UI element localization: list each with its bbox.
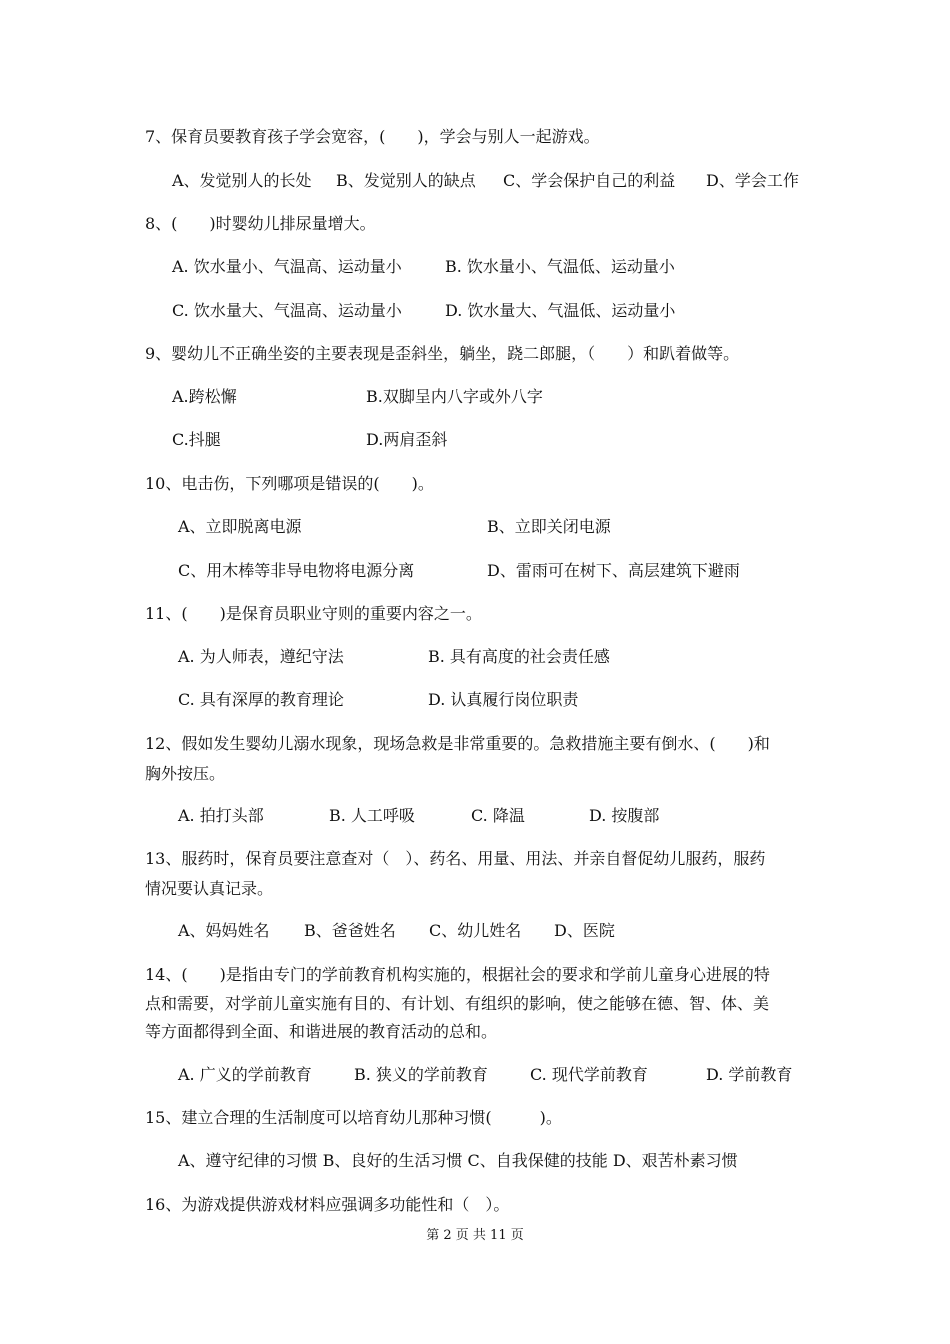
question-7-option-b: B、发觉别人的缺点	[336, 171, 476, 190]
question-9-option-a: A.跨松懈	[172, 387, 237, 406]
question-12-option-d: D. 按腹部	[589, 806, 660, 825]
question-9-option-c: C.抖腿	[172, 430, 221, 449]
question-13-stem-line-1: 13、服药时，保育员要注意查对（ ）、药名、用量、用法、并亲自督促幼儿服药，服药	[145, 849, 766, 868]
question-12-stem-line-2: 胸外按压。	[145, 764, 226, 783]
question-13-option-c: C、幼儿姓名	[429, 921, 522, 940]
question-8-option-a: A. 饮水量小、气温高、运动量小	[172, 257, 402, 276]
question-12-option-b: B. 人工呼吸	[329, 806, 415, 825]
question-7-stem: 7、保育员要教育孩子学会宽容，( )，学会与别人一起游戏。	[145, 127, 600, 146]
question-14-option-c: C. 现代学前教育	[530, 1065, 648, 1084]
question-9-stem: 9、婴幼儿不正确坐姿的主要表现是歪斜坐，躺坐，跷二郎腿，（ ）和趴着做等。	[145, 344, 740, 363]
question-10-option-d: D、雷雨可在树下、高层建筑下避雨	[487, 561, 740, 580]
question-10-option-c: C、用木棒等非导电物将电源分离	[178, 561, 415, 580]
question-10-stem: 10、电击伤，下列哪项是错误的( )。	[145, 474, 434, 493]
question-8-option-c: C. 饮水量大、气温高、运动量小	[172, 301, 402, 320]
question-7-option-c: C、学会保护自己的利益	[503, 171, 676, 190]
question-12-stem-line-1: 12、假如发生婴幼儿溺水现象，现场急救是非常重要的。急救措施主要有倒水、( )和	[145, 734, 770, 753]
question-10-option-b: B、立即关闭电源	[487, 517, 611, 536]
question-13-option-d: D、医院	[554, 921, 615, 940]
question-15-options: A、遵守纪律的习惯 B、良好的生活习惯 C、自我保健的技能 D、艰苦朴素习惯	[178, 1151, 738, 1170]
question-7-option-d: D、学会工作	[706, 171, 799, 190]
question-11-option-d: D. 认真履行岗位职责	[428, 690, 579, 709]
question-11-option-a: A. 为人师表，遵纪守法	[178, 647, 344, 666]
question-14-option-d: D. 学前教育	[706, 1065, 793, 1084]
question-15-stem: 15、建立合理的生活制度可以培育幼儿那种习惯( )。	[145, 1108, 562, 1127]
question-7-option-a: A、发觉别人的长处	[172, 171, 312, 190]
question-8-option-d: D. 饮水量大、气温低、运动量小	[445, 301, 676, 320]
question-14-option-a: A. 广义的学前教育	[178, 1065, 312, 1084]
question-11-stem: 11、( )是保育员职业守则的重要内容之一。	[145, 604, 482, 623]
question-8-option-b: B. 饮水量小、气温低、运动量小	[445, 257, 675, 276]
question-8-stem: 8、( )时婴幼儿排尿量增大。	[145, 214, 376, 233]
question-13-stem-line-2: 情况要认真记录。	[145, 879, 274, 898]
question-10-option-a: A、立即脱离电源	[178, 517, 302, 536]
question-13-option-b: B、爸爸姓名	[304, 921, 396, 940]
question-16-stem: 16、为游戏提供游戏材料应强调多功能性和（ ）。	[145, 1195, 510, 1214]
question-9-option-d: D.两肩歪斜	[366, 430, 448, 449]
question-12-option-a: A. 拍打头部	[178, 806, 264, 825]
page-number-footer: 第 2 页 共 11 页	[426, 1228, 524, 1243]
question-14-stem-line-3: 等方面都得到全面、和谐进展的教育活动的总和。	[145, 1022, 498, 1041]
question-11-option-b: B. 具有高度的社会责任感	[428, 647, 610, 666]
question-12-option-c: C. 降温	[471, 806, 525, 825]
question-9-option-b: B.双脚呈内八字或外八字	[366, 387, 543, 406]
question-14-option-b: B. 狭义的学前教育	[354, 1065, 488, 1084]
question-11-option-c: C. 具有深厚的教育理论	[178, 690, 344, 709]
question-13-option-a: A、妈妈姓名	[178, 921, 270, 940]
question-14-stem-line-1: 14、( )是指由专门的学前教育机构实施的，根据社会的要求和学前儿童身心进展的特	[145, 965, 770, 984]
question-14-stem-line-2: 点和需要，对学前儿童实施有目的、有计划、有组织的影响，使之能够在德、智、体、美	[145, 994, 770, 1013]
